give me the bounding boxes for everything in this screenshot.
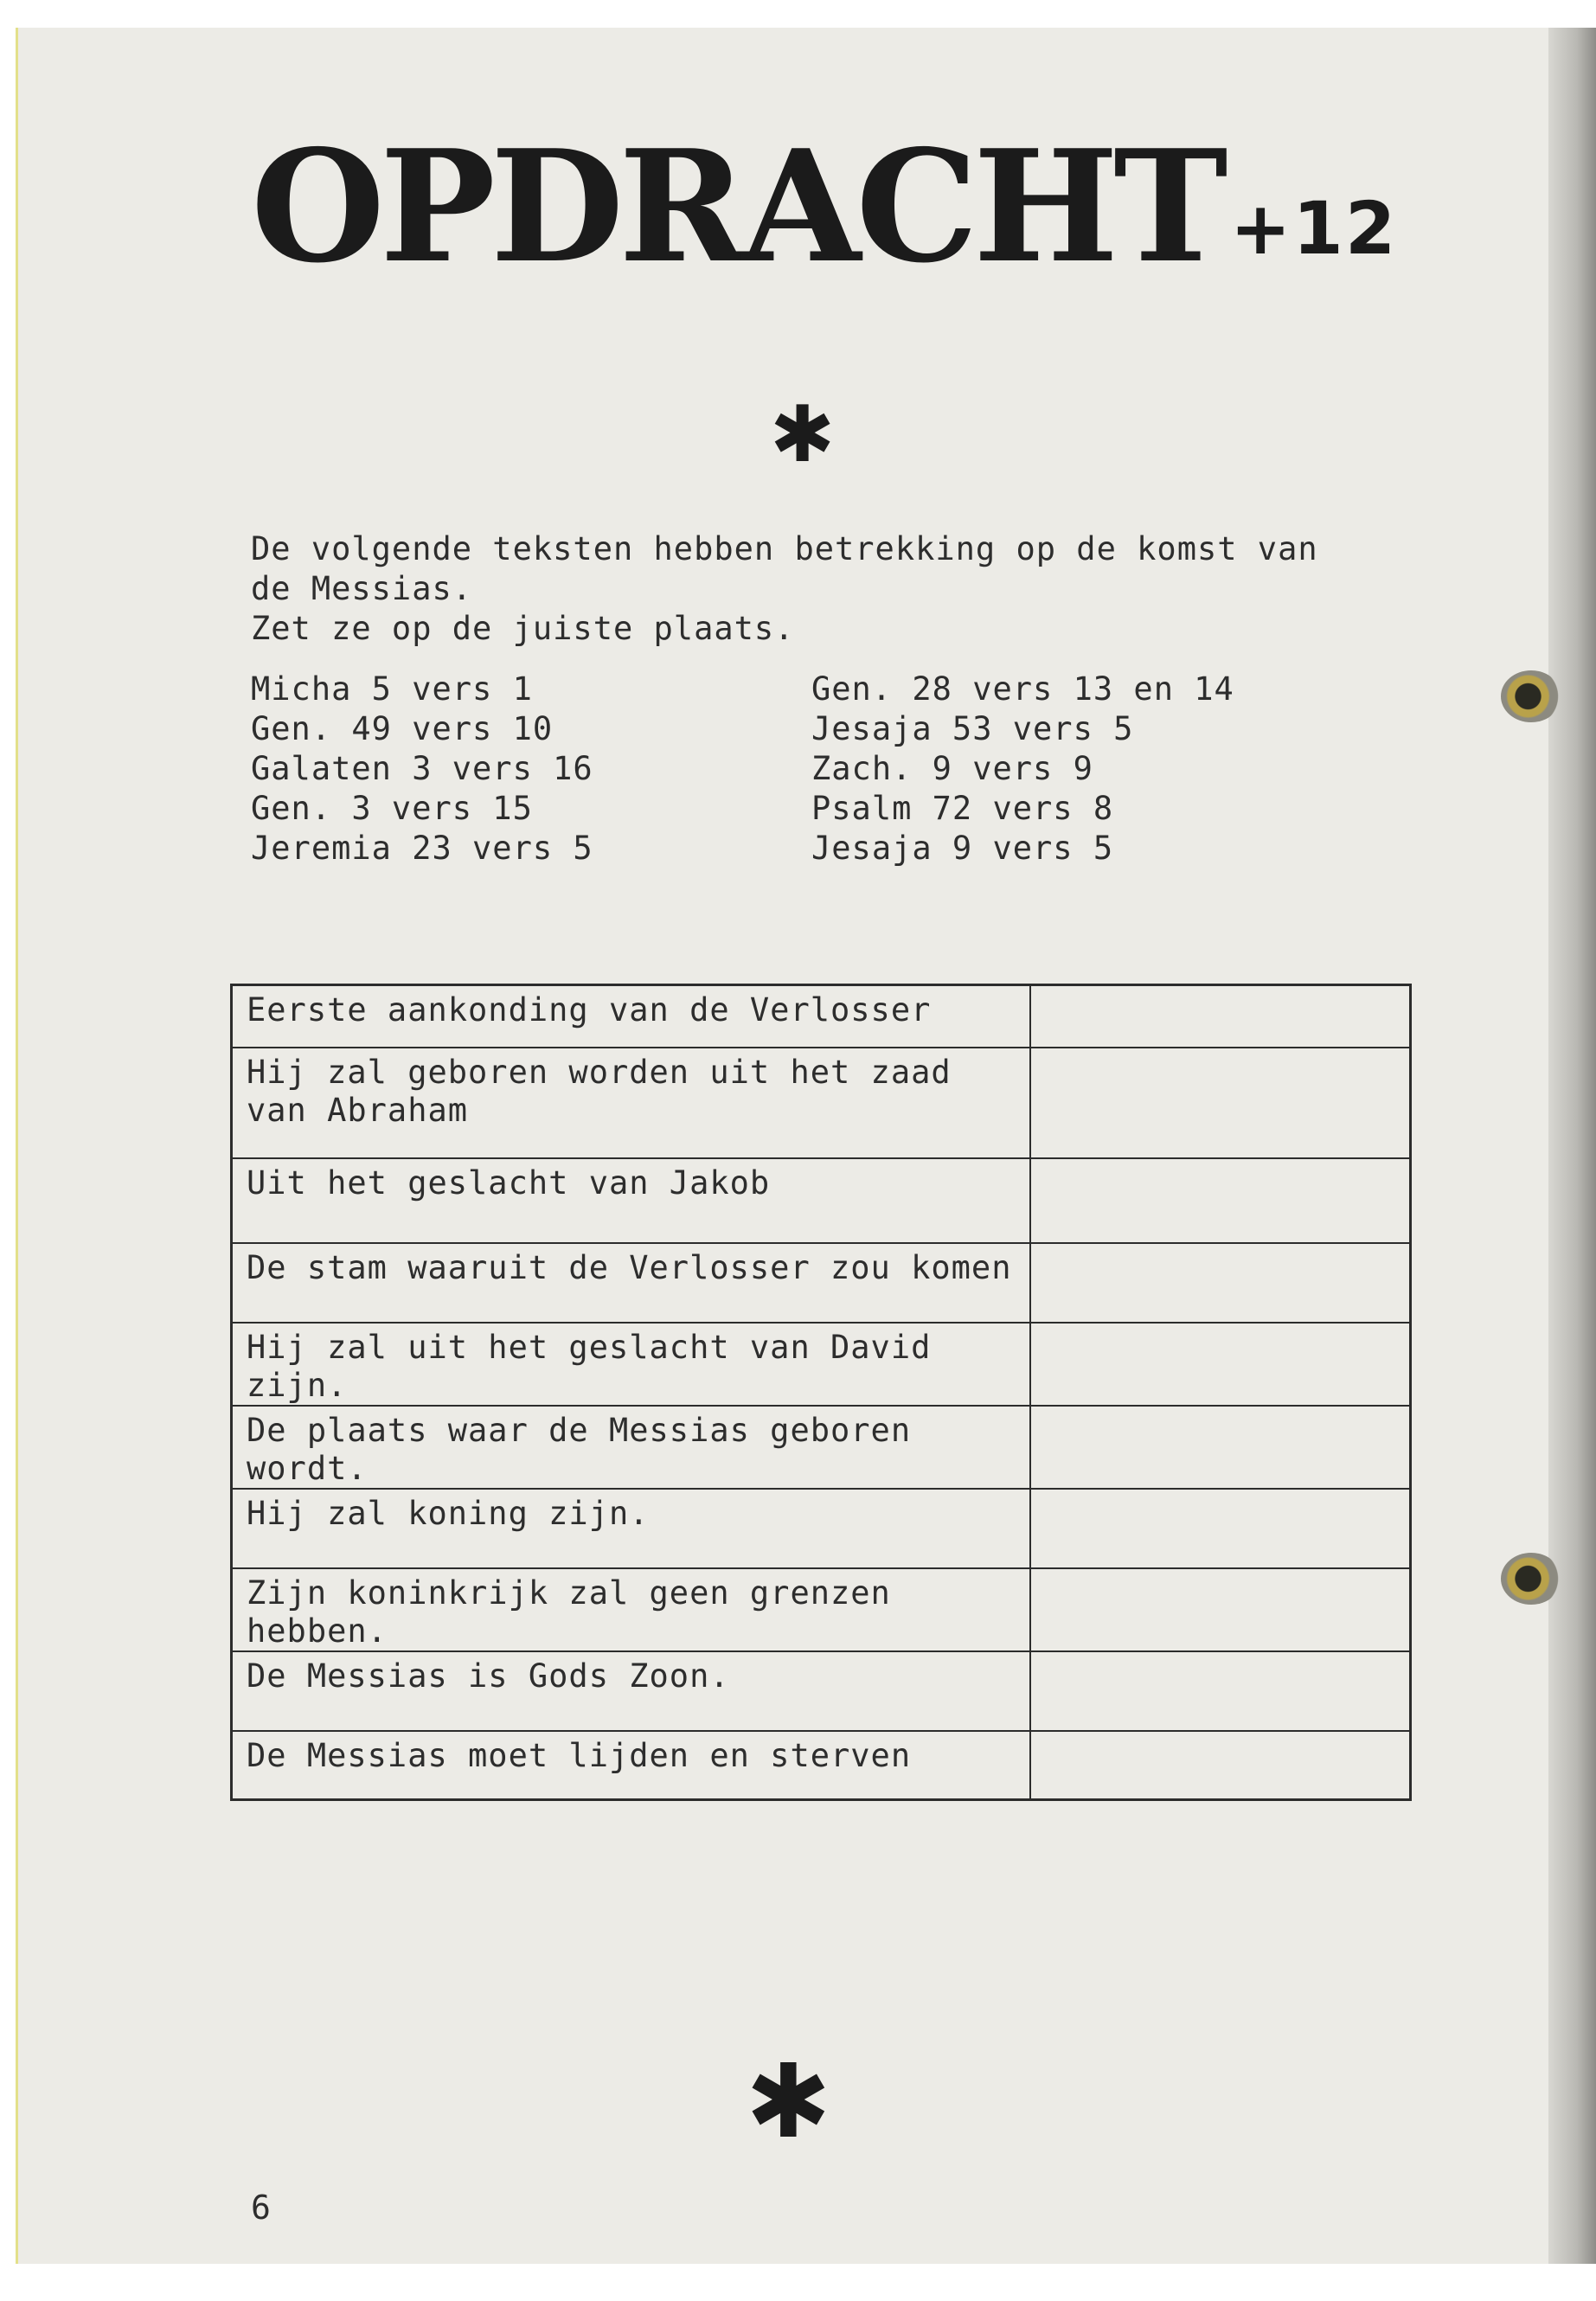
table-row: [232, 1406, 1411, 1489]
table-cell-statement: Eerste aankonding van de Verlosser: [232, 985, 1031, 1048]
table-cell-statement: Zijn koninkrijk zal geen grenzen hebben.: [232, 1568, 1031, 1651]
reference-item: Psalm 72 vers 8: [811, 790, 1114, 827]
table-cell-statement: Hij zal uit het geslacht van David zijn.: [232, 1323, 1031, 1406]
reference-item: Zach. 9 vers 9: [811, 750, 1093, 787]
table-cell-statement: De Messias is Gods Zoon.: [232, 1651, 1031, 1731]
table-cell-answer[interactable]: [1030, 1568, 1411, 1651]
table-cell-statement: Hij zal koning zijn.: [232, 1489, 1031, 1568]
table-cell-statement: Uit het geslacht van Jakob: [232, 1158, 1031, 1243]
page-edge: [1548, 28, 1596, 2264]
table-cell-statement: Hij zal geboren worden uit het zaad van Abraham: [232, 1048, 1031, 1158]
table-row: [232, 1651, 1411, 1731]
table-row: [232, 985, 1411, 1048]
table-cell-answer[interactable]: [1030, 1243, 1411, 1323]
table-cell-answer[interactable]: [1030, 1406, 1411, 1489]
table-row: [232, 1048, 1411, 1158]
table-cell-answer[interactable]: [1030, 1323, 1411, 1406]
page-number: 6: [251, 2189, 272, 2227]
table-cell-answer[interactable]: [1030, 985, 1411, 1048]
table-cell-answer[interactable]: [1030, 1048, 1411, 1158]
reference-list-right: [811, 670, 1234, 868]
table-row: [232, 1489, 1411, 1568]
table-row: [232, 1731, 1411, 1800]
binder-hole-top: [1501, 670, 1561, 722]
page-title: OPDRACHT: [251, 116, 1223, 297]
asterisk-icon: ✱: [746, 2041, 831, 2161]
reference-list-left: [251, 670, 593, 868]
table-cell-answer[interactable]: [1030, 1158, 1411, 1243]
table-row: [232, 1568, 1411, 1651]
intro-line: De volgende teksten hebben betrekking op de komst van: [251, 530, 1318, 567]
asterisk-icon: ✱: [770, 389, 836, 480]
table-cell-statement: De stam waaruit de Verlosser zou komen: [232, 1243, 1031, 1323]
assignment-table: [230, 984, 1412, 1801]
table-cell-statement: De plaats waar de Messias geboren wordt.: [232, 1406, 1031, 1489]
table-row: [232, 1323, 1411, 1406]
reference-item: Jeremia 23 vers 5: [251, 830, 593, 867]
reference-item: Gen. 3 vers 15: [251, 790, 533, 827]
intro-line: Zet ze op de juiste plaats.: [251, 610, 795, 647]
table-row: [232, 1158, 1411, 1243]
table-cell-statement: De Messias moet lijden en sterven: [232, 1731, 1031, 1800]
table-cell-answer[interactable]: [1030, 1651, 1411, 1731]
reference-item: Gen. 49 vers 10: [251, 710, 554, 747]
reference-item: Galaten 3 vers 16: [251, 750, 593, 787]
intro-text: [251, 529, 1318, 649]
table-cell-answer[interactable]: [1030, 1731, 1411, 1800]
table-row: [232, 1243, 1411, 1323]
intro-line: de Messias.: [251, 570, 473, 607]
reference-item: Gen. 28 vers 13 en 14: [811, 670, 1234, 708]
reference-item: Jesaja 9 vers 5: [811, 830, 1114, 867]
table-cell-answer[interactable]: [1030, 1489, 1411, 1568]
reference-item: Jesaja 53 vers 5: [811, 710, 1134, 747]
title-suffix: +12: [1230, 186, 1398, 271]
binder-hole-bottom: [1501, 1553, 1561, 1605]
reference-item: Micha 5 vers 1: [251, 670, 533, 708]
